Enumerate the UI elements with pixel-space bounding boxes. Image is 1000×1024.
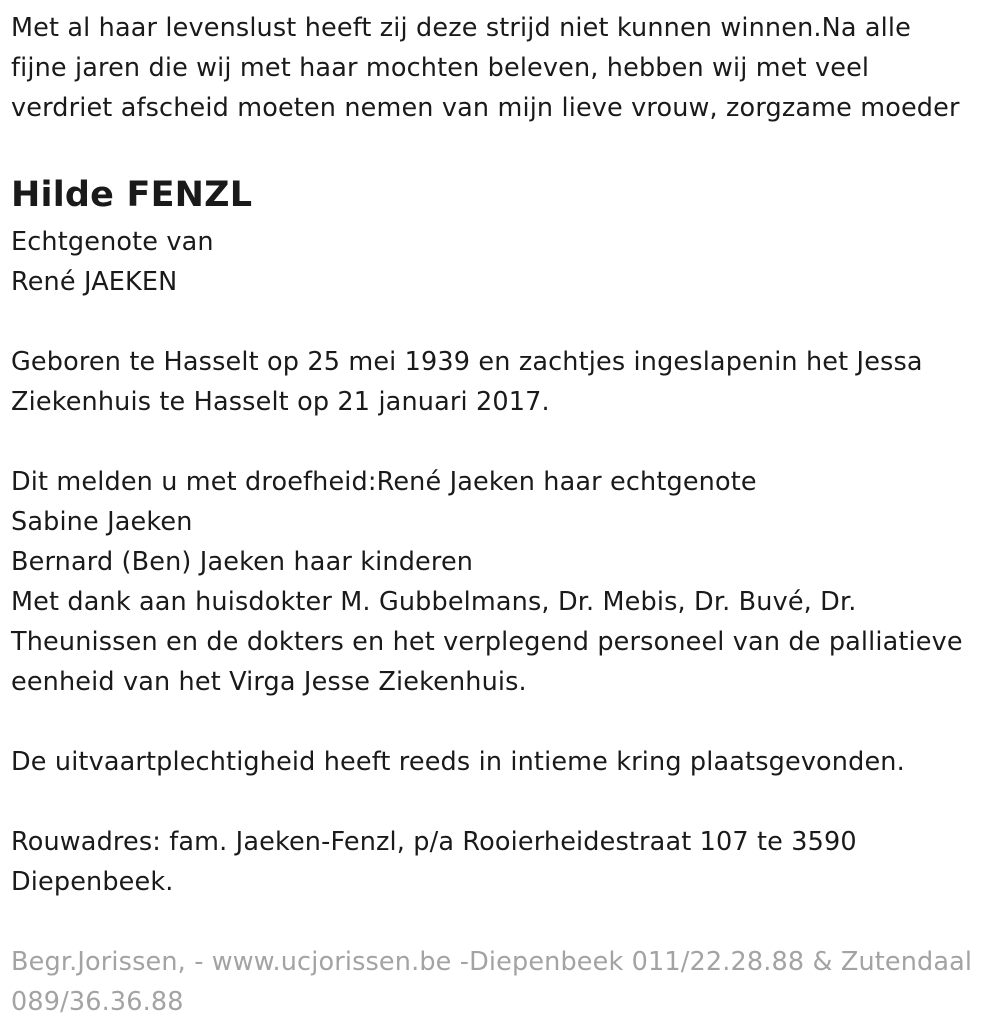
footer-line: Begr.Jorissen, - www.ucjorissen.be -Diepenbeek 011/22.28.88 & Zutendaal	[11, 947, 973, 977]
announcement-line: Theunissen en de dokters en het verplegend personeel van de palliatieve	[11, 627, 963, 657]
deceased-name: Hilde FENZL	[11, 175, 253, 215]
spouse-name: René JAEKEN	[11, 267, 178, 297]
intro-line: Met al haar levenslust heeft zij deze strijd niet kunnen winnen.Na alle	[11, 13, 911, 43]
footer-line: 089/36.36.88	[11, 987, 184, 1017]
ceremony-line: De uitvaartplechtigheid heeft reeds in intieme kring plaatsgevonden.	[11, 747, 905, 777]
announcement-line: Sabine Jaeken	[11, 507, 193, 537]
spacer	[11, 422, 990, 462]
birth-death-line: Geboren te Hasselt op 25 mei 1939 en zachtjes ingeslapenin het Jessa	[11, 347, 923, 377]
address-paragraph	[11, 822, 990, 902]
announcement-line: eenheid van het Virga Jesse Ziekenhuis.	[11, 667, 527, 697]
address-line: Diepenbeek.	[11, 867, 174, 897]
spacer	[11, 782, 990, 822]
announcement-line: Dit melden u met droefheid:René Jaeken haar echtgenote	[11, 467, 757, 497]
birth-death-paragraph	[11, 342, 990, 422]
intro-line: verdriet afscheid moeten nemen van mijn lieve vrouw, zorgzame moeder	[11, 93, 960, 123]
intro-paragraph	[11, 8, 990, 128]
intro-line: fijne jaren die wij met haar mochten beleven, hebben wij met veel	[11, 53, 870, 83]
funeral-home-footer	[11, 942, 990, 1022]
birth-death-line: Ziekenhuis te Hasselt op 21 januari 2017.	[11, 387, 550, 417]
spouse-block	[11, 222, 990, 302]
ceremony-paragraph	[11, 742, 990, 782]
spacer	[11, 302, 990, 342]
address-line: Rouwadres: fam. Jaeken-Fenzl, p/a Rooierheidestraat 107 te 3590	[11, 827, 857, 857]
relation-label: Echtgenote van	[11, 227, 214, 257]
spacer	[11, 902, 990, 942]
announcement-line: Met dank aan huisdokter M. Gubbelmans, Dr. Mebis, Dr. Buvé, Dr.	[11, 587, 857, 617]
announcement-line: Bernard (Ben) Jaeken haar kinderen	[11, 547, 474, 577]
spacer	[11, 702, 990, 742]
announcement-paragraph	[11, 462, 990, 702]
